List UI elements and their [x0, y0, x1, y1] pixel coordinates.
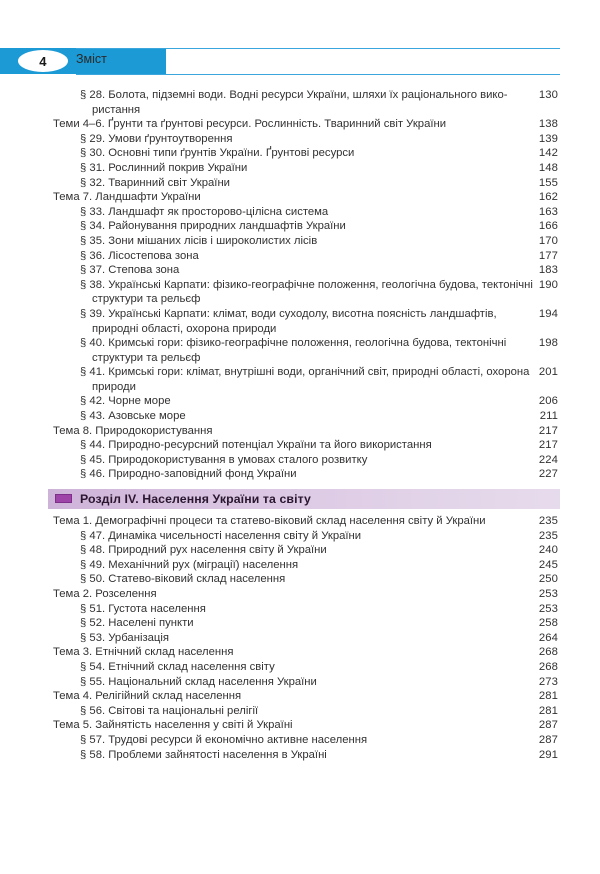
toc-entry-page-number: 291 — [538, 748, 558, 761]
toc-entry[interactable] — [0, 733, 600, 748]
toc-entry-label: Тема 7. Ландшафти України — [53, 191, 201, 204]
toc-entry-label: § 51. Густота населення — [80, 602, 206, 615]
toc-entry-label: § 50. Статево-віковий склад населення — [80, 573, 286, 586]
toc-entry-page-number: 162 — [538, 191, 558, 204]
table-of-contents — [0, 88, 600, 762]
toc-entry[interactable] — [0, 748, 600, 763]
toc-entry[interactable] — [0, 249, 600, 264]
toc-entry-page-number: 281 — [538, 690, 558, 703]
part-banner — [0, 489, 600, 509]
toc-entry-label: Тема 3. Етнічний склад населення — [53, 646, 234, 659]
toc-entry-page-number: 245 — [538, 558, 558, 571]
toc-entry-page-number: 142 — [538, 147, 558, 160]
toc-entry-page-number: 206 — [538, 395, 558, 408]
toc-entry-label: § 38. Українські Карпати: фізико-географічне положення, геологічна будова, тектонічні структури та рельєф — [80, 278, 533, 306]
toc-entry[interactable] — [0, 514, 600, 529]
page-folio-number: 4 — [18, 50, 68, 72]
toc-entry-label: § 36. Лісостепова зона — [80, 249, 199, 262]
toc-entry-page-number: 138 — [538, 118, 558, 131]
toc-entry-label: § 44. Природно-ресурсний потенціал України та його використання — [80, 439, 432, 452]
toc-entry-page-number: 177 — [538, 249, 558, 262]
toc-entry[interactable] — [0, 190, 600, 205]
toc-entry-label: § 31. Рослинний покрив України — [80, 161, 248, 174]
toc-entry-label: § 45. Природокористування в умовах сталого розвитку — [80, 453, 368, 466]
part-banner-label: Розділ IV. Населення України та світу — [80, 491, 311, 506]
toc-entry-label: § 57. Трудові ресурси й економічно активне населення — [80, 733, 368, 746]
toc-entry[interactable] — [0, 616, 600, 631]
toc-entry-label: § 30. Основні типи ґрунтів України. Ґрунтові ресурси — [80, 147, 355, 160]
toc-entry-page-number: 235 — [538, 529, 558, 542]
toc-entry-label: § 41. Кримські гори: клімат, внутрішні води, органічний світ, природні області, охорона природи — [80, 366, 530, 393]
toc-entry-page-number: 201 — [538, 366, 558, 379]
toc-entry[interactable] — [0, 587, 600, 602]
toc-entry[interactable] — [0, 132, 600, 147]
toc-entry-page-number: 240 — [538, 544, 558, 557]
toc-entry[interactable] — [0, 365, 600, 394]
toc-entry[interactable] — [0, 453, 600, 468]
toc-entry-label: § 43. Азовське море — [80, 410, 186, 423]
toc-entry-label: § 28. Болота, підземні води. Водні ресурси України, шляхи їх раціонального використання — [80, 89, 508, 116]
toc-entry-label: § 52. Населені пункти — [80, 617, 194, 630]
toc-entry-label: § 33. Ландшафт як просторово-цілісна система — [80, 205, 329, 218]
toc-entry-label: § 53. Урбанізація — [80, 631, 170, 644]
toc-entry-label: § 49. Механічний рух (міграції) населення — [80, 558, 299, 571]
toc-entry[interactable] — [0, 394, 600, 409]
header-rule-top — [76, 48, 560, 49]
toc-entry-page-number: 268 — [538, 660, 558, 673]
toc-entry[interactable] — [0, 278, 600, 307]
toc-entry[interactable] — [0, 572, 600, 587]
toc-list-after-part — [0, 514, 600, 762]
toc-entry-page-number: 217 — [538, 424, 558, 437]
toc-entry-page-number: 281 — [538, 704, 558, 717]
toc-entry[interactable] — [0, 205, 600, 220]
toc-entry-page-number: 250 — [538, 573, 558, 586]
toc-entry-page-number: 217 — [538, 439, 558, 452]
toc-entry[interactable] — [0, 438, 600, 453]
toc-list-before-part — [0, 88, 600, 482]
toc-entry-label: § 55. Національний склад населення України — [80, 675, 317, 688]
toc-entry[interactable] — [0, 558, 600, 573]
running-header — [0, 48, 600, 76]
toc-entry-label: Тема 1. Демографічні процеси та статево-віковий склад населення світу й України — [53, 515, 486, 528]
toc-entry-label: Тема 8. Природокористування — [53, 424, 213, 437]
toc-entry-label: Тема 5. Зайнятість населення у світі й Україні — [53, 719, 293, 732]
purple-square-marker-icon — [55, 494, 72, 503]
toc-entry-label: Тема 4. Релігійний склад населення — [53, 690, 242, 703]
page-title: Зміст — [76, 52, 107, 66]
toc-entry-page-number: 170 — [538, 234, 558, 247]
toc-entry-page-number: 273 — [538, 675, 558, 688]
toc-entry[interactable] — [0, 602, 600, 617]
toc-entry-label: § 48. Природний рух населення світу й України — [80, 544, 327, 557]
header-rule-bottom — [76, 74, 560, 75]
toc-entry[interactable] — [0, 88, 600, 117]
toc-entry-page-number: 198 — [538, 337, 558, 350]
toc-entry-label: § 32. Тваринний світ України — [80, 176, 230, 189]
toc-entry-page-number: 235 — [538, 515, 558, 528]
toc-entry[interactable] — [0, 704, 600, 719]
toc-entry-page-number: 264 — [538, 631, 558, 644]
toc-entry-label: § 54. Етнічний склад населення світу — [80, 660, 275, 673]
toc-entry-label: § 42. Чорне море — [80, 395, 171, 408]
toc-entry-page-number: 194 — [538, 307, 558, 320]
toc-entry-page-number: 139 — [538, 132, 558, 145]
toc-entry-page-number: 183 — [538, 264, 558, 277]
toc-entry-label: § 46. Природно-заповідний фонд України — [80, 468, 297, 481]
toc-entry-label: § 34. Районування природних ландшафтів України — [80, 220, 346, 233]
toc-entry[interactable] — [0, 543, 600, 558]
toc-entry-page-number: 224 — [538, 453, 558, 466]
toc-entry-page-number: 155 — [538, 176, 558, 189]
toc-entry-page-number: 211 — [539, 410, 558, 423]
toc-entry-page-number: 148 — [538, 161, 558, 174]
toc-entry[interactable] — [0, 645, 600, 660]
toc-entry-page-number: 166 — [538, 220, 558, 233]
toc-entry-page-number: 190 — [538, 278, 558, 291]
toc-entry-label: § 58. Проблеми зайнятості населення в Україні — [80, 748, 327, 761]
toc-entry-page-number: 227 — [538, 468, 558, 481]
toc-entry[interactable] — [0, 176, 600, 191]
toc-entry-label: § 39. Українські Карпати: клімат, води суходолу, висотна поясність ландшафтів, природні області, охорона природи — [80, 307, 497, 335]
toc-entry[interactable] — [0, 660, 600, 675]
toc-entry[interactable] — [0, 219, 600, 234]
toc-entry-page-number: 130 — [538, 89, 558, 101]
toc-entry-page-number: 253 — [538, 588, 558, 600]
toc-entry[interactable] — [0, 689, 600, 704]
toc-entry-label: Теми 4–6. Ґрунти та ґрунтові ресурси. Рослинність. Тваринний світ України — [53, 118, 447, 131]
toc-entry-label: § 40. Кримські гори: фізико-географічне положення, геологічна будова, тектонічні структури та рельєф — [80, 337, 507, 364]
toc-entry-page-number: 287 — [538, 733, 558, 746]
toc-entry-page-number: 163 — [538, 205, 558, 218]
toc-entry-page-number: 268 — [538, 646, 558, 659]
toc-entry-label: § 56. Світові та національні релігії — [80, 704, 259, 717]
toc-entry[interactable] — [0, 263, 600, 278]
toc-entry-label: § 37. Степова зона — [80, 264, 180, 277]
toc-entry[interactable] — [0, 234, 600, 249]
toc-entry-label: § 47. Динаміка чисельності населення світу й України — [80, 529, 362, 542]
toc-entry[interactable] — [0, 424, 600, 439]
toc-entry-label: § 35. Зони мішаних лісів і широколистих лісів — [80, 234, 318, 247]
toc-entry-label: § 29. Умови ґрунтоутворення — [80, 132, 233, 145]
toc-entry[interactable] — [0, 467, 600, 482]
toc-entry-page-number: 258 — [538, 617, 558, 630]
toc-entry-label: Тема 2. Розселення — [53, 588, 157, 600]
toc-entry-page-number: 287 — [538, 719, 558, 732]
toc-entry[interactable] — [0, 631, 600, 646]
toc-entry[interactable] — [0, 307, 600, 336]
toc-entry[interactable] — [0, 718, 600, 733]
toc-entry-page-number: 253 — [538, 602, 558, 615]
toc-entry[interactable] — [0, 409, 600, 424]
toc-entry[interactable] — [0, 117, 600, 132]
toc-entry[interactable] — [0, 146, 600, 161]
toc-entry[interactable] — [0, 529, 600, 544]
toc-entry[interactable] — [0, 336, 600, 365]
toc-entry[interactable] — [0, 161, 600, 176]
toc-entry[interactable] — [0, 675, 600, 690]
